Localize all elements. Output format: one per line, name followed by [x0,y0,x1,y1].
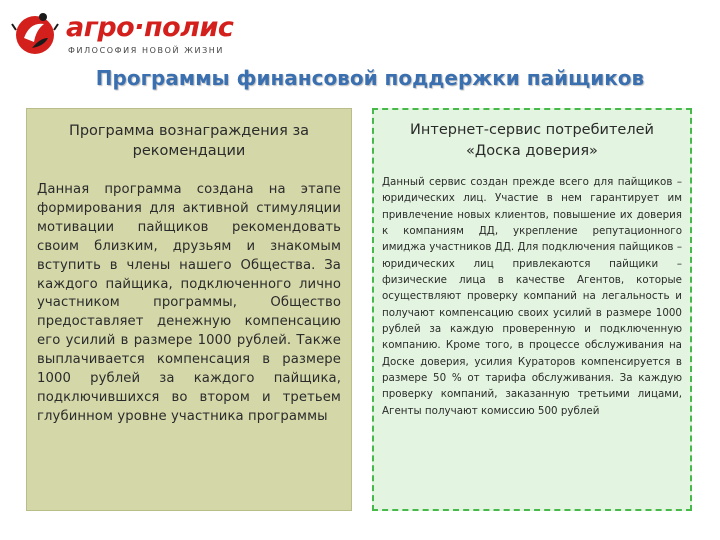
referral-program-heading: Программа вознаграждения за рекомендации [68,123,310,159]
trust-board-panel [372,108,692,511]
page-title: Программы финансовой поддержки пайщиков [95,66,645,90]
logo-emblem-icon [10,8,60,58]
trust-board-text: Данный сервис создан прежде всего для пайщиков – юридических лиц. Участие в нем гарантирует им привлечение новых клиентов, повышение их доверия к компаниям ДД, укрепление репутационного имиджа участников ДД. Для подключения пайщиков – юридических лиц привлекаются пайщики – физические лица в качестве Агентов, которые осуществляют проверку компаний на легальность и получают компенсацию своих усилий в размере 1000 рублей за каждую проверенную и подключенную компанию. Кроме того, в процессе обслуживания на Доске доверия, усилия Кураторов компенсируется в размере 50 % от тарифа обслуживания. За каждую проверку компаний, заказанную третьими лицами, Агенты получают комиссию 500 рублей [382,176,682,417]
referral-program-panel [26,108,352,511]
trust-board-heading: Интернет-сервис потребителей «Доска доверия» [410,122,654,159]
logo [10,8,240,58]
logo-name: агро·полис [66,12,234,43]
referral-program-text: Данная программа создана на этапе формирования для активной стимуляции мотивации пайщиков рекомендовать своим близким, друзьям и знакомым вступить в члены нашего Общества. За каждого пайщика, подключенного лично участником программы, Общество предоставляет денежную компенсацию его усилий в размере 1000 рублей. Также выплачивается компенсация в размере 1000 рублей за каждого пайщика, подключившихся во втором и третьем глубинном уровне участника программы [37,182,341,424]
logo-tagline: ФИЛОСОФИЯ НОВОЙ ЖИЗНИ [68,46,224,55]
